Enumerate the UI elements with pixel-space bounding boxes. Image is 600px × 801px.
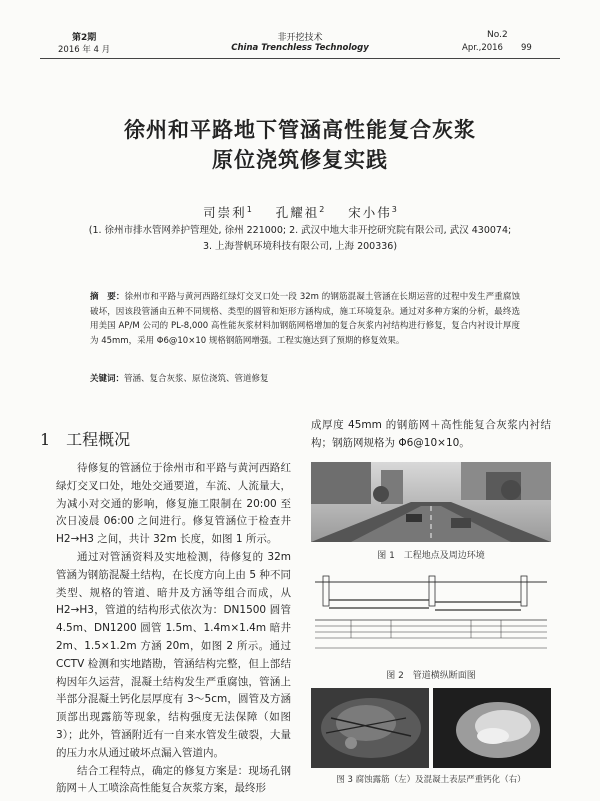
- keywords-label: 关键词：: [90, 374, 125, 384]
- abstract-text: 徐州市和平路与黄河西路红绿灯交叉口处一段 32m 的钢筋混凝土管涵在长期运营的过程中发生严重腐蚀破坏，因该段管涵由五种不同规格、类型的圆管和矩形方涵构成，施工环境复杂。通过对多种方案的分析，最终选用美国 AP/M 公司的 PL-8,000 高性能灰浆材料加钢筋网格增加的复合灰浆内衬结构进行修复，复合内衬设计厚度为 45mm，采用 Φ6@10×10 规格钢筋网增强。工程实施达到了预期的修复效果。: [90, 292, 520, 346]
- keywords-text: 管涵、复合灰浆、原位浇筑、管道修复: [124, 374, 269, 384]
- section-heading: 1 工程概况: [40, 430, 131, 449]
- right-paragraph-1: 成厚度 45mm 的钢筋网＋高性能复合灰浆内衬结构；钢筋网规格为 Φ6@10×10。: [311, 419, 551, 449]
- header-journal-en: China Trenchless Technology: [231, 43, 369, 53]
- calcified-surface-image: [433, 688, 551, 768]
- figure-3-left-photo: [311, 688, 429, 768]
- header-page-number: 99: [521, 43, 532, 53]
- author-3: 宋小伟: [348, 205, 392, 220]
- author-2: 孔耀祖: [275, 205, 320, 220]
- abstract-label: 摘 要：: [90, 292, 125, 302]
- pipe-section-drawing: [311, 568, 551, 658]
- keywords: [90, 372, 520, 384]
- left-paragraph-3: 结合工程特点，确定的修复方案是：现场孔钢筋网＋人工喷涂高性能复合灰浆方案，最终形: [56, 764, 291, 795]
- figure-3-right-photo: [433, 688, 551, 768]
- figure-1-caption: 图 1 工程地点及周边环境: [377, 551, 485, 561]
- paper-title-line2: 原位浇筑修复实践: [212, 148, 388, 172]
- figure-2-caption: 图 2 管道横纵断面图: [386, 671, 476, 681]
- header-journal-cn: 非开挖技术: [277, 33, 323, 43]
- header-issue: 第2期: [72, 33, 97, 43]
- left-column: [56, 460, 291, 798]
- affiliation-line1: (1. 徐州市排水管网养护管理处, 徐州 221000; 2. 武汉中地大非开挖研究院有限公司, 武汉 430074;: [88, 225, 512, 236]
- paper-title-line1: 徐州和平路地下管涵高性能复合灰浆: [124, 118, 476, 142]
- right-column: [311, 417, 551, 453]
- author-1-affil: 1: [246, 204, 252, 214]
- header-date: 2016 年 4 月: [58, 45, 111, 55]
- author-1: 司崇利: [203, 205, 247, 220]
- header-rule: [40, 58, 560, 59]
- figure-1-photo: [311, 462, 551, 542]
- header-number: No.2: [487, 30, 508, 40]
- abstract: [90, 290, 520, 348]
- left-paragraph-1: 待修复的管涵位于徐州市和平路与黄河西路红绿灯交叉口处，地处交通要道，车流、人流量大，为减小对交通的影响，修复施工限制在 20:00 至次日凌晨 06:00 之间进行。修复管涵位于检查井 H2→H3 之间，共计 32m 长度，如图 1 所示。: [56, 462, 291, 546]
- street-photo-image: [311, 462, 551, 542]
- author-2-affil: 2: [319, 204, 325, 214]
- corroded-rebar-image: [311, 688, 429, 768]
- author-list: [0, 203, 600, 221]
- left-paragraph-2: 通过对管涵资料及实地检测，待修复的 32m 管涵为钢筋混凝土结构，在长度方向上由 5 种不同类型、规格的管道、暗井及方涵等组合而成，从 H2→H3，管道的结构形式依次为：DN1500 圆管 4.5m、DN1200 圆管 1.5m、1.4m×1.4m 暗井 2m、1.5×1.2m 方涵 20m，如图 2 所示。通过 CCTV 检测和实地踏勘，管涵结构完整，但上部结构因年久运营，混凝土结构发生严重腐蚀，管涵上半部分混凝土钙化层厚度有 3～5cm，圆管及方涵顶部出现露筋等现象，结构强度无法保障（如图 3）；此外，管涵附近有一自来水管发生破裂，大量的压力水从通过破坏点漏入管道内。: [56, 550, 291, 759]
- figure-3-caption: 图 3 腐蚀露筋（左）及混凝土表层严重钙化（右）: [336, 775, 526, 785]
- affiliation-line2: 3. 上海誉帆环境科技有限公司, 上海 200336): [202, 241, 398, 252]
- header-month: Apr.,2016: [462, 43, 503, 53]
- figure-2-drawing: [311, 568, 551, 658]
- author-3-affil: 3: [391, 204, 397, 214]
